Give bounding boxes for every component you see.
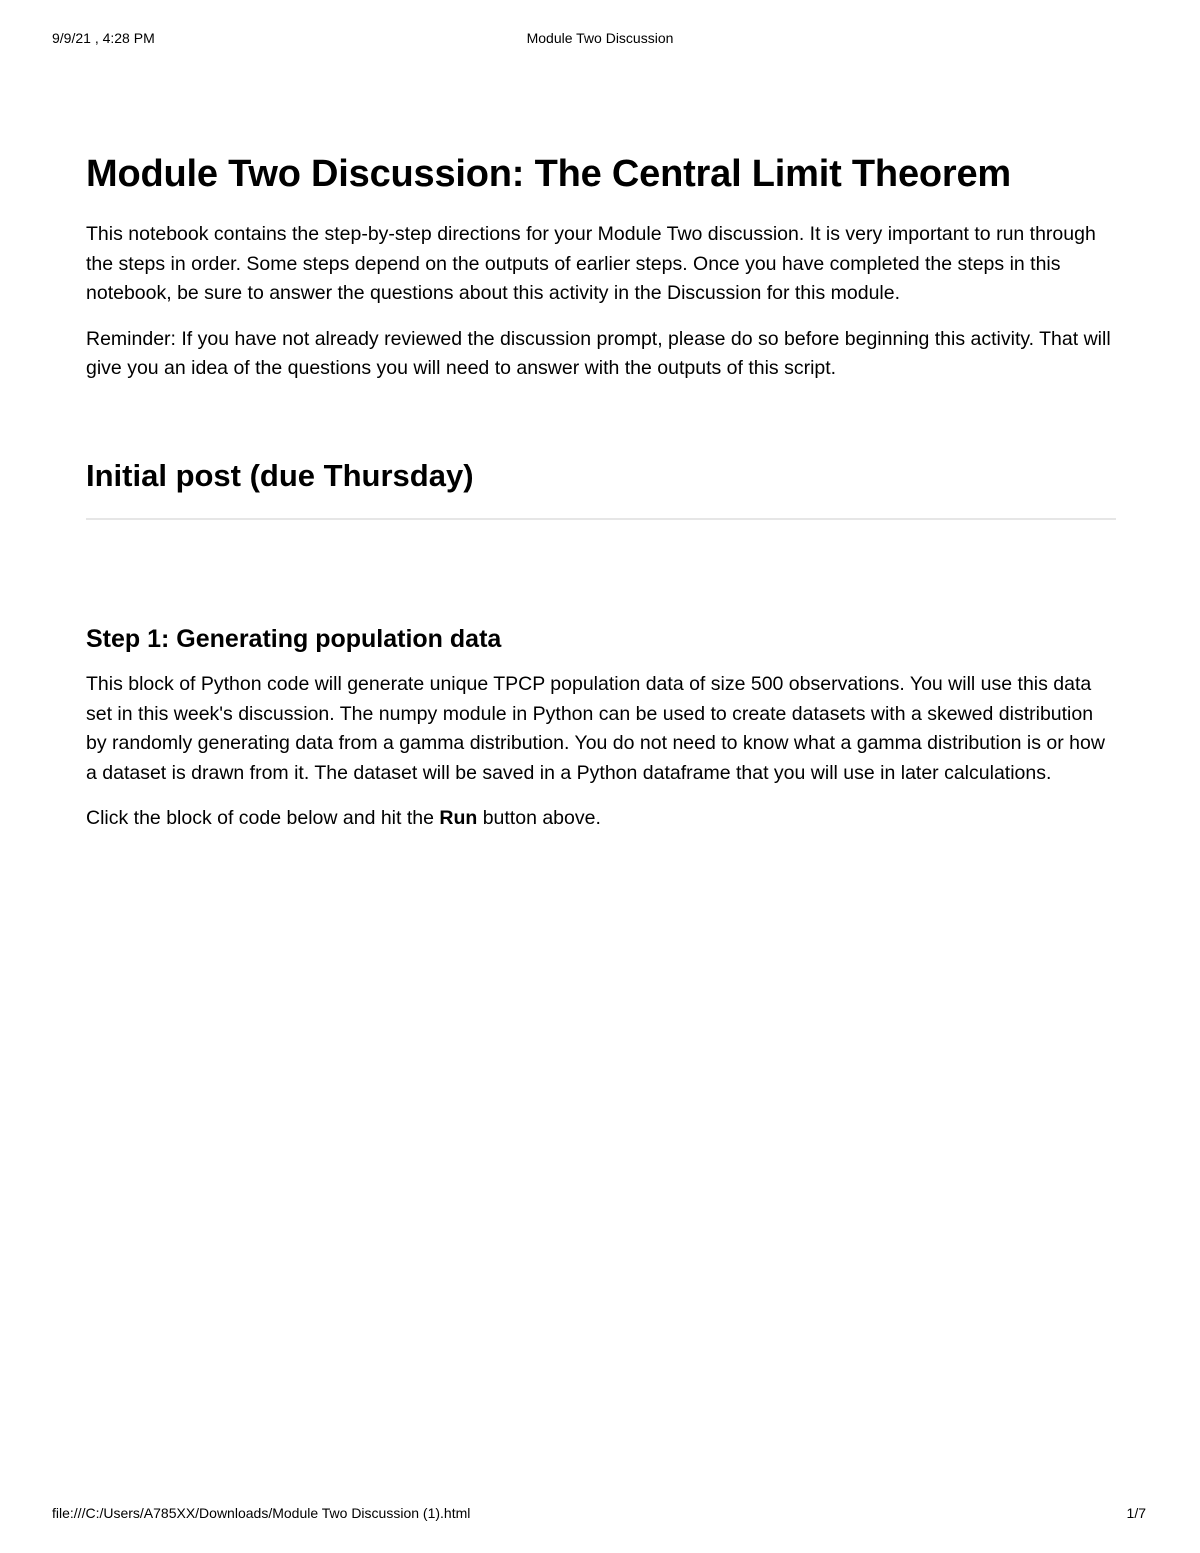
section-heading-initial-post: Initial post (due Thursday) (86, 456, 1116, 520)
page-title: Module Two Discussion: The Central Limit Theorem (86, 153, 1011, 195)
print-header (0, 30, 1200, 50)
run-keyword: Run (439, 807, 478, 830)
step1-description: This block of Python code will generate unique TPCP population data of size 500 observations. You will use this data set in this week's discussion. The numpy module in Python can be used to create datasets with a skewed distribution by randomly generating data from a gamma distribution. You do not need to know what a gamma distribution is or how a dataset is drawn from it. The dataset will be saved in a Python dataframe that you will use in later calculations. (86, 672, 1105, 784)
print-datetime: 9/9/21 , 4:28 PM (52, 30, 155, 46)
step1-heading: Step 1: Generating population data (86, 624, 502, 653)
print-page-title: Module Two Discussion (526, 30, 674, 46)
intro-paragraph: This notebook contains the step-by-step directions for your Module Two discussion. It is very important to run through the steps in order. Some steps depend on the outputs of earlier steps. Once you have completed the steps in this notebook, be sure to answer the questions about this activity in the Discussion for this module. (86, 223, 1096, 305)
step1-instruction (86, 804, 1116, 834)
instruction-text-before: Click the block of code below and hit the (86, 807, 440, 830)
file-path: file:///C:/Users/A785XX/Downloads/Module Two Discussion (1).html (52, 1505, 471, 1521)
notebook-content (86, 148, 1116, 850)
reminder-paragraph: Reminder: If you have not already reviewed the discussion prompt, please do so before beginning this activity. That will give you an idea of the questions you will need to answer with the outputs of this script. (86, 327, 1111, 380)
instruction-text-after: button above. (477, 807, 601, 830)
print-footer (0, 1505, 1200, 1525)
page-number: 1/7 (1126, 1505, 1146, 1521)
